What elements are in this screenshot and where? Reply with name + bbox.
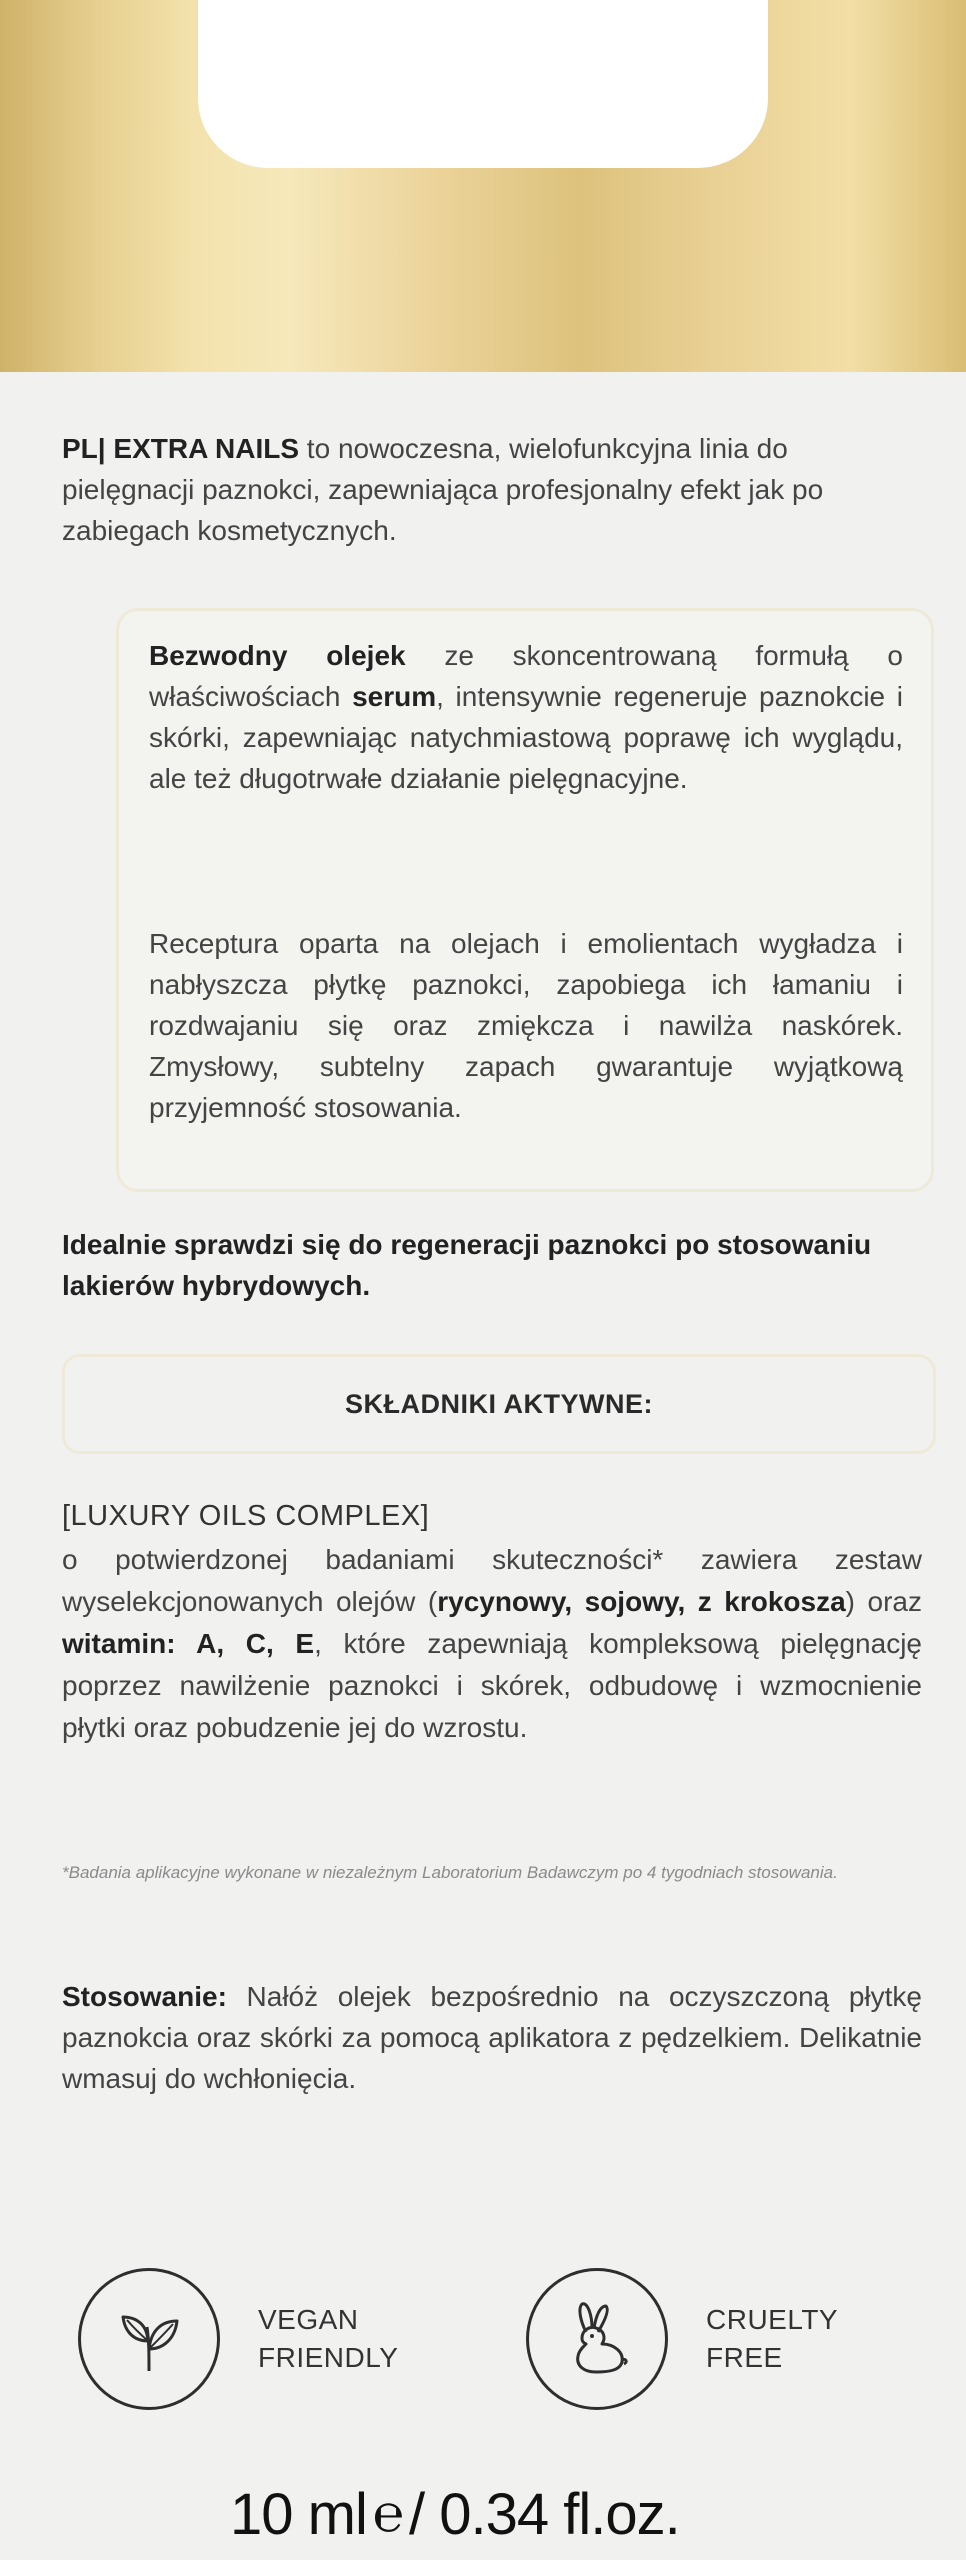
vegan-line-1: VEGAN xyxy=(258,2304,359,2335)
volume-imperial: / 0.34 fl.oz. xyxy=(409,2481,680,2547)
leaf-icon xyxy=(78,2268,220,2410)
ideal-use-statement: Idealnie sprawdzi się do regeneracji paznokci po stosowaniu lakierów hybrydowych. xyxy=(62,1229,872,1301)
usage-text: Nałóż olejek bezpośrednio na oczyszczoną płytkę paznokcia oraz skórki za pomocą aplikatora z pędzelkiem. Delikatnie wmasuj do wchłonięcia. xyxy=(62,1981,922,2094)
oils-list-bold: rycynowy, sojowy, z krokosza xyxy=(437,1586,846,1617)
vitamins-bold: witamin: A, C, E xyxy=(62,1628,315,1659)
volume-amount: 10 ml xyxy=(230,2481,367,2547)
active-ingredients-heading: SKŁADNIKI AKTYWNE: xyxy=(62,1354,936,1454)
vegan-line-2: FRIENDLY xyxy=(258,2342,399,2373)
study-footnote: *Badania aplikacyjne wykonane w niezależnym Laboratorium Badawczym po 4 tygodniach stosowania. xyxy=(62,1863,838,1882)
oil-type-bold: Bezwodny olejek xyxy=(149,640,406,671)
rabbit-icon xyxy=(526,2268,668,2410)
usage-label: Stosowanie: xyxy=(62,1981,227,2012)
cruelty-line-2: FREE xyxy=(706,2342,783,2373)
description-paragraph-2: Receptura oparta na olejach i emolientach wygładza i nabłyszcza płytkę paznokci, zapobiega ich łamaniu i rozdwajaniu się oraz zmiękcza i nawilża naskórek. Zmysłowy, subtelny zapach gwarantuje wyjątkową przyjemność stosowania. xyxy=(149,928,903,1123)
intro-paragraph xyxy=(62,428,922,551)
description-paragraph-1: Bezwodny olejek ze skoncentrowaną formułą o właściwościach serum, intensywnie regeneruje paznokcie i skórki, zapewniając natychmiastową poprawę ich wyglądu, ale też długotrwałe działanie pielęgnacyjne. xyxy=(149,640,903,794)
brand-name: PL| EXTRA NAILS xyxy=(62,433,300,464)
intro-text: to nowoczesna, wielofunkcyjna linia do pielęgnacji paznokci, zapewniająca profesjonalny efekt jak po zabiegach kosmetycznych. xyxy=(62,433,824,546)
package-window-shape xyxy=(198,0,768,168)
ingredients-paragraph: o potwierdzonej badaniami skuteczności* zawiera zestaw wyselekcjonowanych olejów (rycynowy, sojowy, z krokosza) oraz witamin: A, C, E, które zapewniają kompleksową pielęgnację poprzez nawilżenie paznokci i skórek, odbudowę i wzmocnienie płytki oraz pobudzenie jej do wzrostu. xyxy=(62,1544,922,1743)
description-box xyxy=(116,608,934,1192)
estimated-sign-icon: ℮ xyxy=(372,2485,404,2543)
cruelty-free-badge xyxy=(526,2264,838,2414)
volume-label xyxy=(230,2474,830,2554)
ingredients-complex-title: [LUXURY OILS COMPLEX] xyxy=(62,1500,430,1532)
vegan-badge xyxy=(78,2264,398,2414)
serum-bold: serum xyxy=(352,681,437,712)
usage-paragraph xyxy=(62,1976,922,2099)
cruelty-line-1: CRUELTY xyxy=(706,2304,839,2335)
